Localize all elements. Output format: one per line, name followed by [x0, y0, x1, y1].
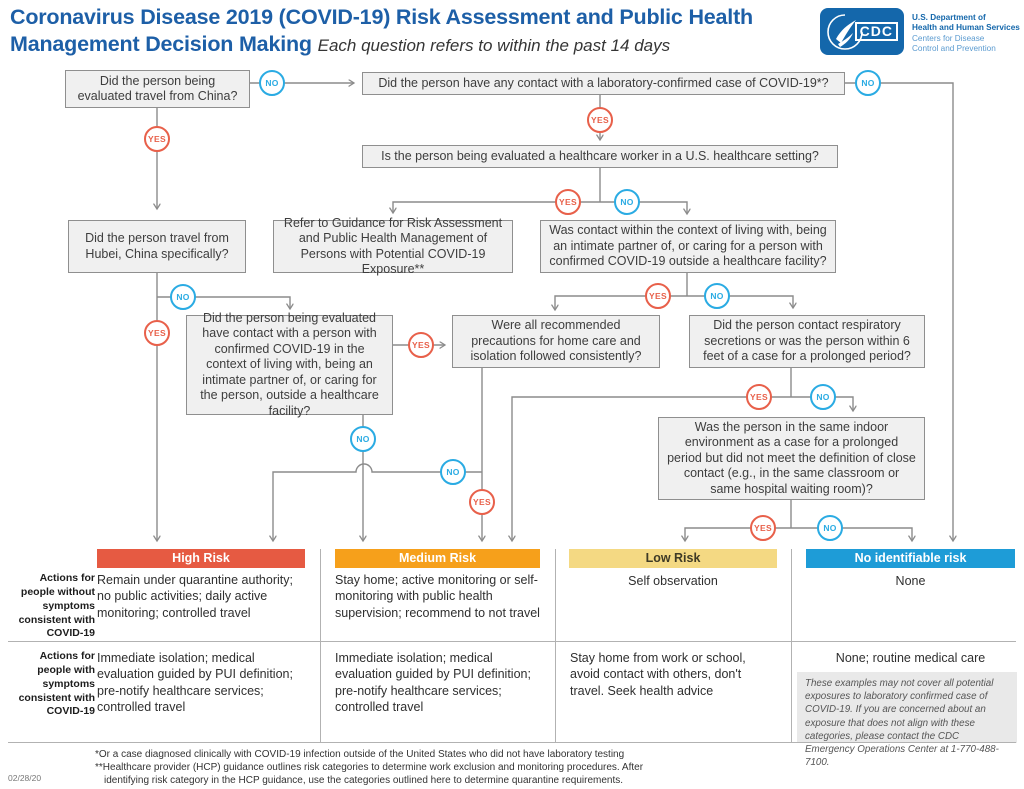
cdc-acronym: CDC [855, 22, 898, 41]
yes-badge-china-to-hubei: YES [144, 126, 170, 152]
node-healthcare-worker: Is the person being evaluated a healthcare worker in a U.S. healthcare setting? [362, 145, 838, 168]
node-travel-china: Did the person being evaluated travel from China? [65, 70, 250, 108]
node-precautions-followed: Were all recommended precautions for home care and isolation followed consistently? [452, 315, 660, 368]
page-title-line1: Coronavirus Disease 2019 (COVID-19) Risk Assessment and Public Health [10, 5, 753, 29]
row-label-without-symptoms: Actions for people without symptoms consistent with COVID-19 [18, 572, 95, 640]
dept-line2: Health and Human Services [912, 22, 1020, 32]
no-badge-china-to-contact: NO [259, 70, 285, 96]
yes-badge-contact-to-hcw: YES [587, 107, 613, 133]
org-line1: Centers for Disease [912, 33, 985, 43]
risk-band-low: Low Risk [569, 549, 777, 568]
no-badge-hubei-to-context: NO [170, 284, 196, 310]
page-title-line2-text: Management Decision Making [10, 32, 312, 56]
risk-band-medium: Medium Risk [335, 549, 540, 568]
cell-low-with: Stay home from work or school, avoid contact with others, don't travel. Seek health advice [570, 651, 746, 698]
yes-badge-living-to-precautions: YES [645, 283, 671, 309]
footnote-2a: **Healthcare provider (HCP) guidance outlines risk categories to determine work exclusion and monitoring procedures. After [95, 762, 644, 773]
org-line2: Control and Prevention [912, 43, 996, 53]
risk-band-high: High Risk [97, 549, 305, 568]
cell-low-without: Self observation [628, 574, 718, 588]
cell-high-with: Immediate isolation; medical evaluation guided by PUI definition; pre-notify healthcare services; controlled travel [97, 651, 293, 714]
footnote-2b: identifying risk category in the HCP guidance, use the categories outlined here to determine quarantine requirements. [104, 775, 624, 786]
no-badge-living-to-secretions: NO [704, 283, 730, 309]
date-stamp: 02/28/20 [8, 773, 42, 783]
yes-badge-hubei-to-high: YES [144, 320, 170, 346]
yes-badge-precautions-to-medium: YES [469, 489, 495, 515]
no-badge-hcw-to-living: NO [614, 189, 640, 215]
page-subtitle: Each question refers to within the past 14 days [317, 36, 671, 55]
exposure-note: These examples may not cover all potential exposures to laboratory confirmed case of COVID-19. If you are concerned about an exposure that does not align with these categories, please contact the CDC Emergency Operations Center at 1-770-488-7100. [797, 672, 1017, 743]
yes-badge-indoor-to-low: YES [750, 515, 776, 541]
no-badge-secretions-to-indoor: NO [810, 384, 836, 410]
node-travel-hubei: Did the person travel from Hubei, China specifically? [68, 220, 246, 273]
node-refer-guidance: Refer to Guidance for Risk Assessment and Public Health Management of Persons with Potential COVID-19 Exposure** [273, 220, 513, 273]
cell-high-without: Remain under quarantine authority; no public activities; daily active monitoring; controlled travel [97, 573, 293, 620]
cell-norisk-with: None; routine medical care [835, 651, 986, 665]
no-badge-context-to-medium: NO [350, 426, 376, 452]
yes-badge-hcw-to-guidance: YES [555, 189, 581, 215]
row-label-with-symptoms: Actions for people with symptoms consistent with COVID-19 [18, 650, 95, 718]
no-badge-precautions-to-high: NO [440, 459, 466, 485]
cell-norisk-without: None [895, 574, 926, 588]
cell-medium-with: Immediate isolation; medical evaluation guided by PUI definition; pre-notify healthcare services; controlled travel [335, 651, 531, 714]
dept-line1: U.S. Department of [912, 13, 986, 22]
node-respiratory-secretions: Did the person contact respiratory secretions or was the person within 6 feet of a case for a prolonged period? [689, 315, 925, 368]
yes-badge-context-to-precautions: YES [408, 332, 434, 358]
node-evaluated-contact-context: Did the person being evaluated have contact with a person with confirmed COVID-19 in the context of living with, being an intimate partner of, or caring for the person, outside a healthcare facility? [186, 315, 393, 415]
node-contact-living-with: Was contact within the context of living with, being an intimate partner of, or caring for a person with confirmed COVID-19 outside a healthcare facility? [540, 220, 836, 273]
no-badge-contact-to-norisk: NO [855, 70, 881, 96]
no-badge-indoor-to-norisk: NO [817, 515, 843, 541]
footnote-1: *Or a case diagnosed clinically with COVID-19 infection outside of the United States who did not have laboratory testing [95, 749, 625, 760]
yes-badge-secretions-to-medium: YES [746, 384, 772, 410]
cell-medium-without: Stay home; active monitoring or self-monitoring with public health supervision; recommend to not travel [335, 573, 540, 620]
risk-band-norisk: No identifiable risk [806, 549, 1015, 568]
node-contact-lab-confirmed: Did the person have any contact with a laboratory-confirmed case of COVID-19*? [362, 72, 845, 95]
node-same-indoor-environment: Was the person in the same indoor environment as a case for a prolonged period but did not meet the definition of close contact (e.g., in the same classroom or same hospital waiting room)? [658, 417, 925, 500]
